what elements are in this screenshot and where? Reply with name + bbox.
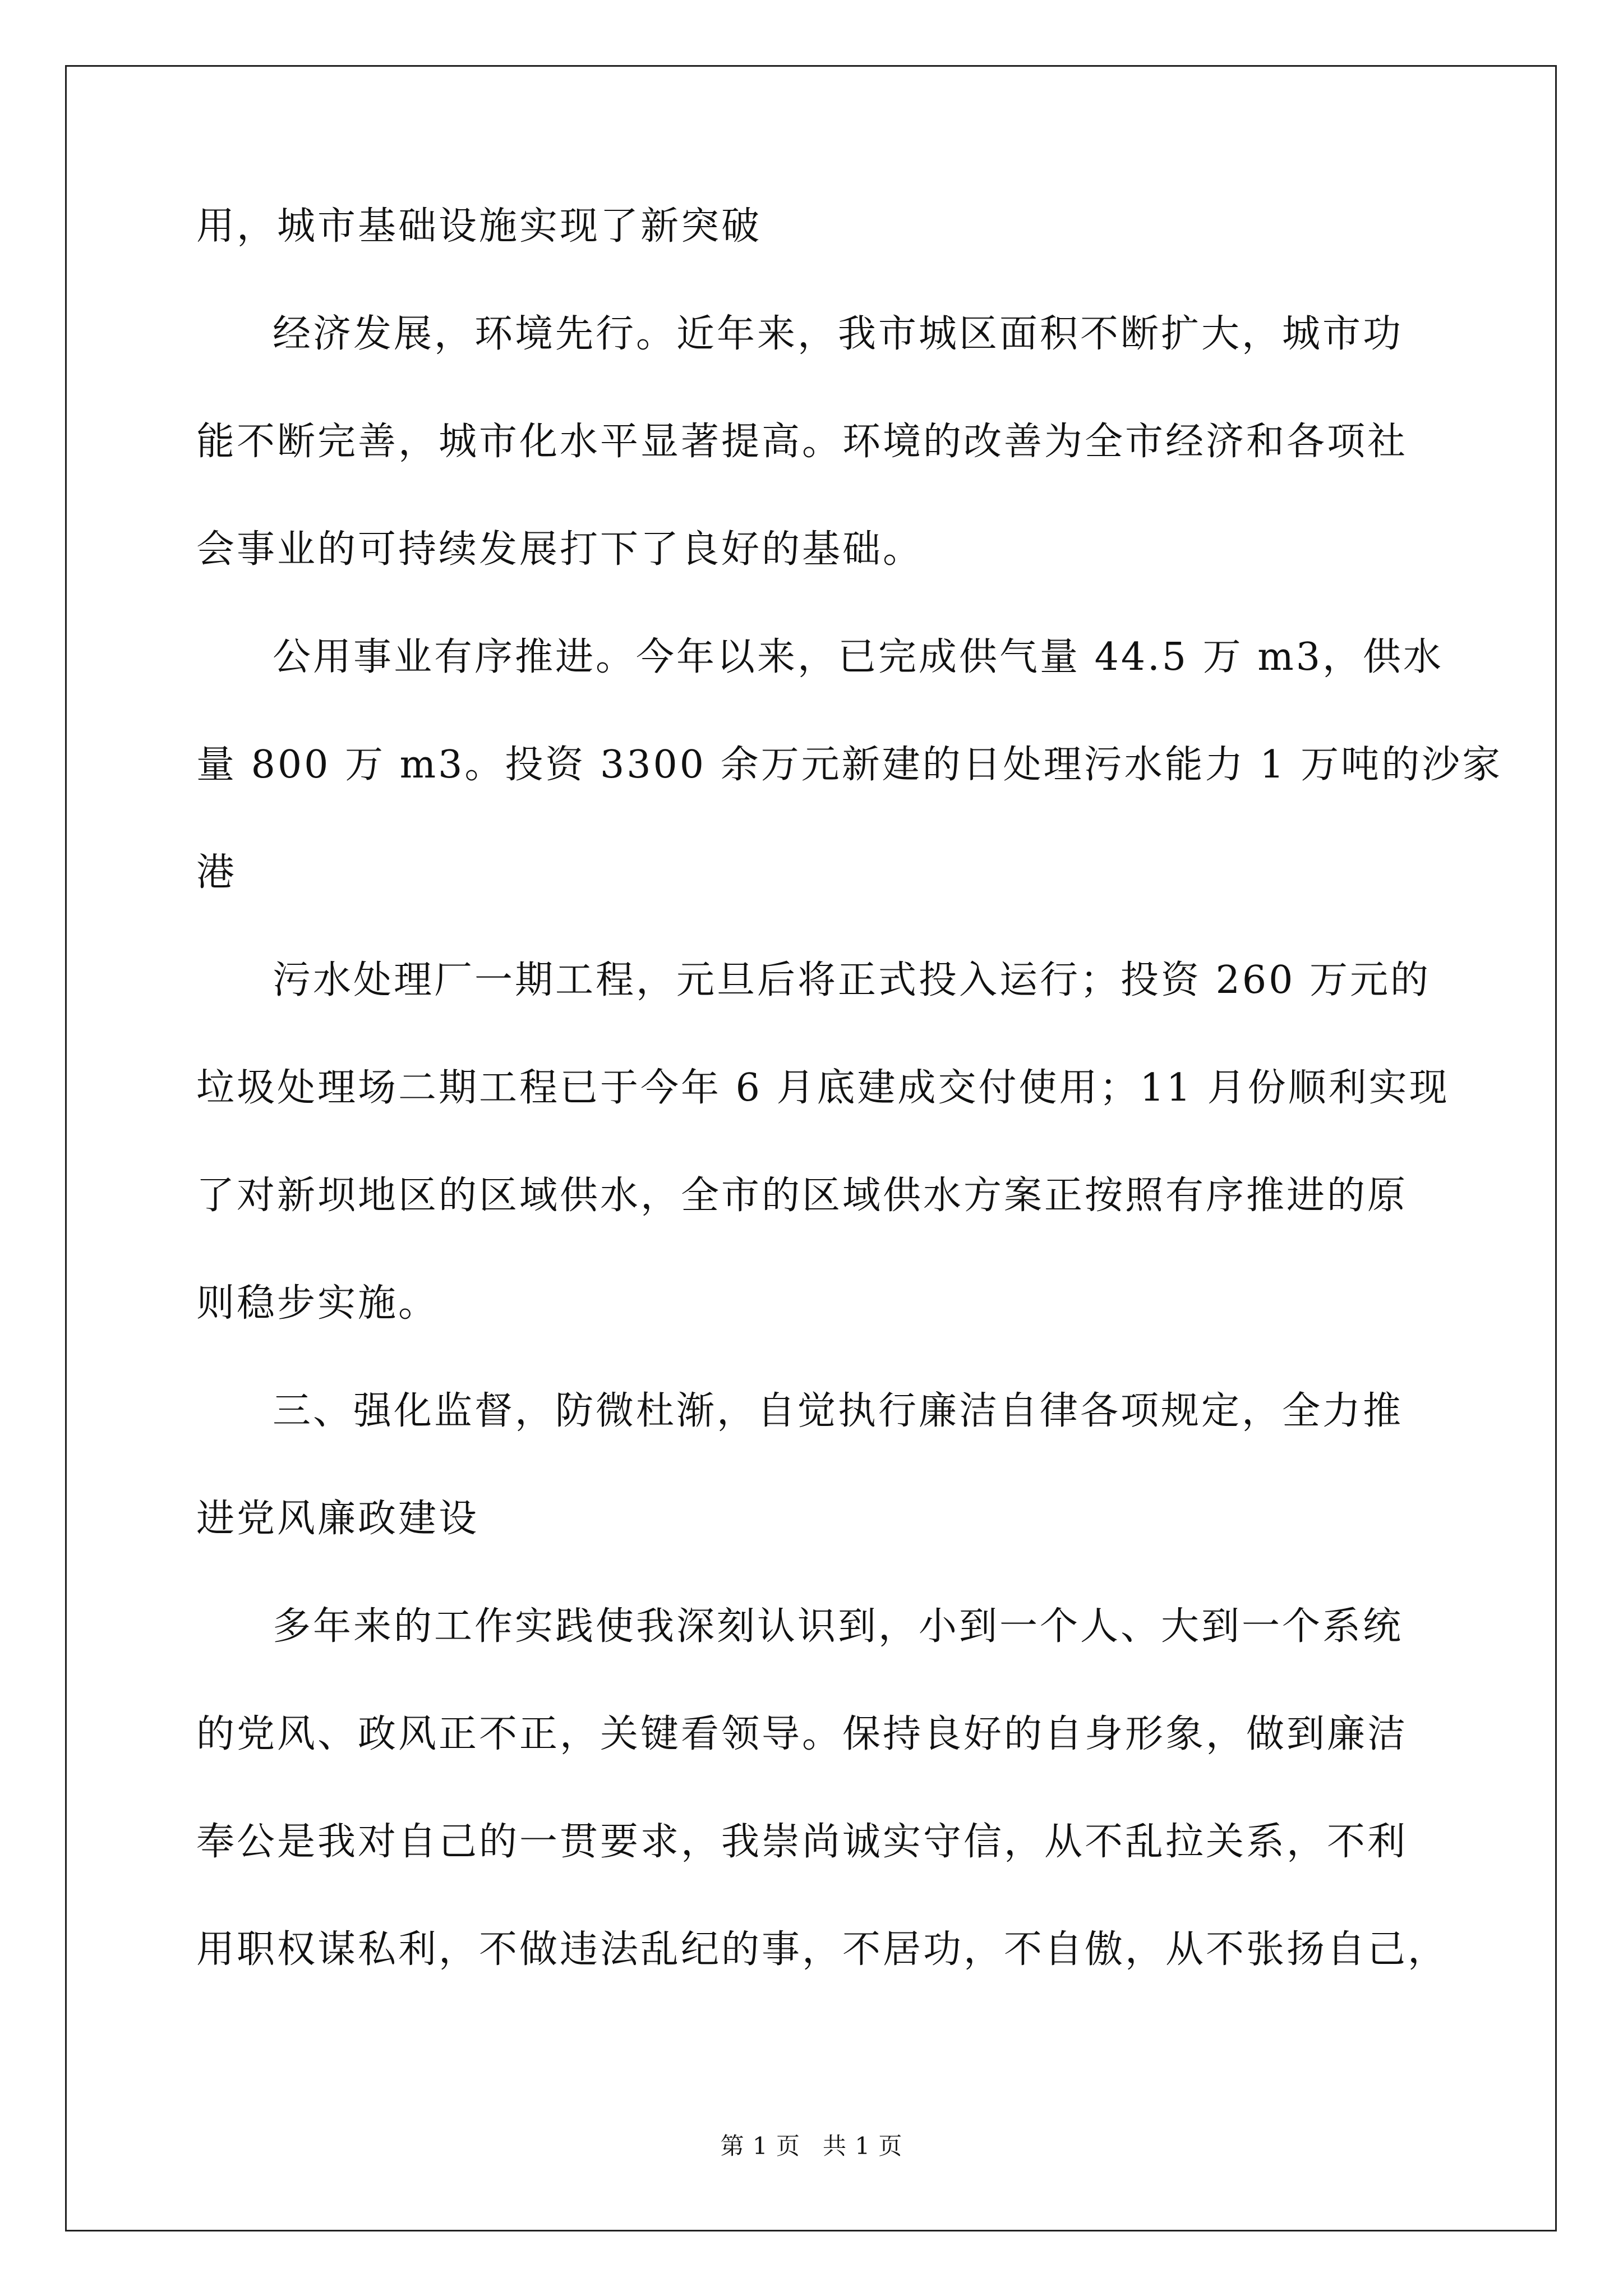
page-total: 共 1 页 bbox=[823, 2132, 903, 2160]
text-line: 用职权谋私利，不做违法乱纪的事，不居功，不自傲，从不张扬自己， bbox=[196, 1927, 1449, 1972]
text-line: 港 bbox=[196, 850, 237, 895]
text-line: 经济发展，环境先行。近年来，我市城区面积不断扩大，城市功 bbox=[273, 312, 1404, 356]
text-line: 多年来的工作实践使我深刻认识到，小到一个人、大到一个系统 bbox=[273, 1604, 1404, 1649]
text-line: 垃圾处理场二期工程已于今年 6 月底建成交付使用；11 月份顺利实现 bbox=[196, 1066, 1450, 1110]
text-line: 进党风廉政建设 bbox=[196, 1497, 479, 1541]
page-number: 第 1 页 bbox=[720, 2132, 800, 2160]
text-line: 的党风、政风正不正，关键看领导。保持良好的自身形象，做到廉洁 bbox=[196, 1712, 1408, 1756]
document-body bbox=[196, 204, 1503, 2039]
page-footer bbox=[0, 2134, 1623, 2158]
text-line: 三、强化监督，防微杜渐，自觉执行廉洁自律各项规定，全力推 bbox=[273, 1389, 1404, 1433]
text-line: 则稳步实施。 bbox=[196, 1281, 439, 1326]
text-line: 会事业的可持续发展打下了良好的基础。 bbox=[196, 527, 924, 572]
text-line: 用，城市基础设施实现了新突破 bbox=[196, 204, 762, 249]
text-line: 量 800 万 m3。投资 3300 余万元新建的日处理污水能力 1 万吨的沙家 bbox=[196, 743, 1503, 787]
text-line: 能不断完善，城市化水平显著提高。环境的改善为全市经济和各项社 bbox=[196, 420, 1408, 464]
text-line: 奉公是我对自己的一贯要求，我崇尚诚实守信，从不乱拉关系，不利 bbox=[196, 1820, 1408, 1864]
text-line: 公用事业有序推进。今年以来，已完成供气量 44.5 万 m3，供水 bbox=[273, 635, 1444, 679]
text-line: 了对新坝地区的区域供水，全市的区域供水方案正按照有序推进的原 bbox=[196, 1174, 1408, 1218]
text-line: 污水处理厂一期工程，元旦后将正式投入运行；投资 260 万元的 bbox=[273, 958, 1431, 1002]
